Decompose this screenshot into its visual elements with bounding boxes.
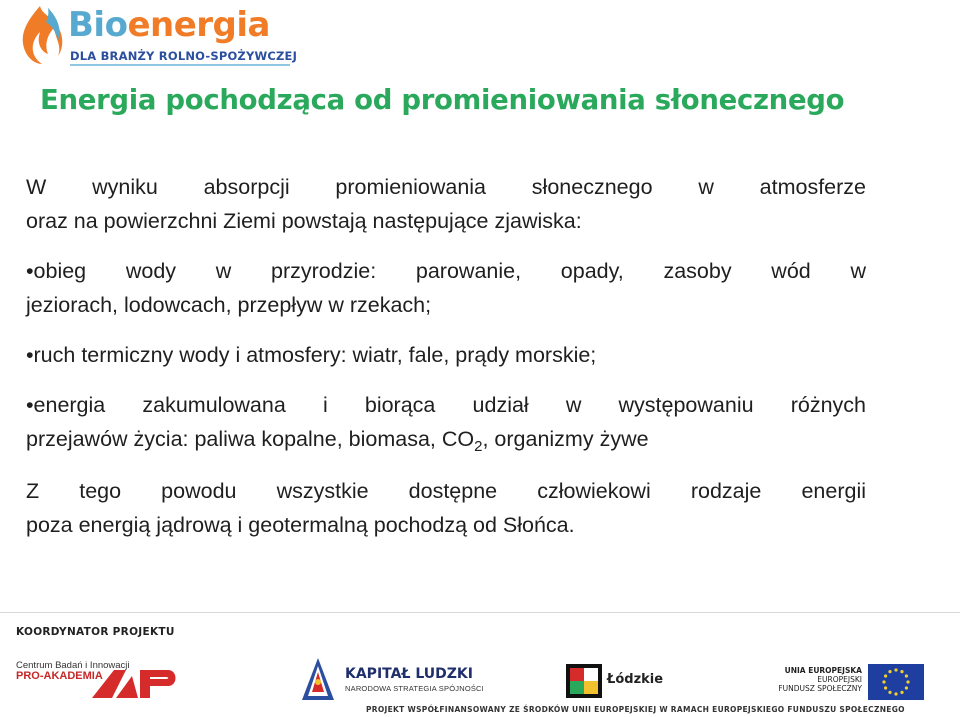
eu-line-3: FUNDUSZ SPOŁECZNY [778,684,862,693]
lodzkie-label: Łódzkie [607,672,664,687]
cbi-line-1: Centrum Badań i Innowacji [16,660,130,671]
kl-subtitle: NARODOWA STRATEGIA SPÓJNOŚCI [345,684,484,693]
eu-line-2: EUROPEJSKI [817,675,862,684]
intro-line-1: W wyniku absorpcji promieniowania słonecznego w atmosferze [26,175,866,199]
co2-subscript: 2 [474,438,483,455]
logo-subtitle: DLA BRANŻY ROLNO-SPOŻYWCZEJ [70,49,298,63]
conclusion-paragraph [26,474,866,542]
intro-line-2: oraz na powierzchni Ziemi powstają następujące zjawiska: [26,209,582,233]
logo-underline [70,64,290,66]
bullet-accumulated-energy [26,388,866,456]
intro-paragraph [26,170,866,238]
logo-title: Bioenergia [68,5,270,45]
project-funding-note: PROJEKT WSPÓŁFINANSOWANY ZE ŚRODKÓW UNII EUROPEJSKIEJ W RAMACH EUROPEJSKIEGO FUNDUSZU SPOŁECZNEGO [366,705,905,714]
bullet-2-line-1: •ruch termiczny wody i atmosfery: wiatr, fale, prądy morskie; [26,343,597,367]
ap-logo-icon [92,664,178,700]
bullet-thermal-motion [26,338,866,372]
coordinator-label: KOORDYNATOR PROJEKTU [16,626,175,638]
bullet-1-line-2: jeziorach, lodowcach, przepływ w rzekach; [26,293,432,317]
footer-divider [0,612,960,613]
bullet-water-cycle [26,254,866,322]
eu-line-1: UNIA EUROPEJSKA [784,666,862,675]
conclusion-line-1: Z tego powodu wszystkie dostępne człowiekowi rodzaje energii [26,479,866,503]
bullet-3-line-1: •energia zakumulowana i biorąca udział w występowaniu różnych [26,393,866,417]
kapital-ludzki-icon [298,656,338,702]
kl-title: KAPITAŁ LUDZKI [345,666,473,682]
page-title: Energia pochodząca od promieniowania słonecznego [40,84,845,116]
bullet-1-line-1: •obieg wody w przyrodzie: parowanie, opady, zasoby wód w [26,259,866,283]
lodzkie-icon [566,664,602,698]
conclusion-line-2: poza energią jądrową i geotermalną pochodzą od Słońca. [26,513,575,537]
bullet-3-line-2: przejawów życia: paliwa kopalne, biomasa, $CO_2$, organizmy żywe [26,427,649,455]
cbi-line-2: PRO-AKADEMIA [16,670,103,682]
kapital-ludzki-text [345,666,484,693]
flame-logo-icon [18,4,64,66]
eu-text [752,666,862,693]
bioenergia-logo [18,4,298,66]
eu-flag-icon [868,664,924,700]
